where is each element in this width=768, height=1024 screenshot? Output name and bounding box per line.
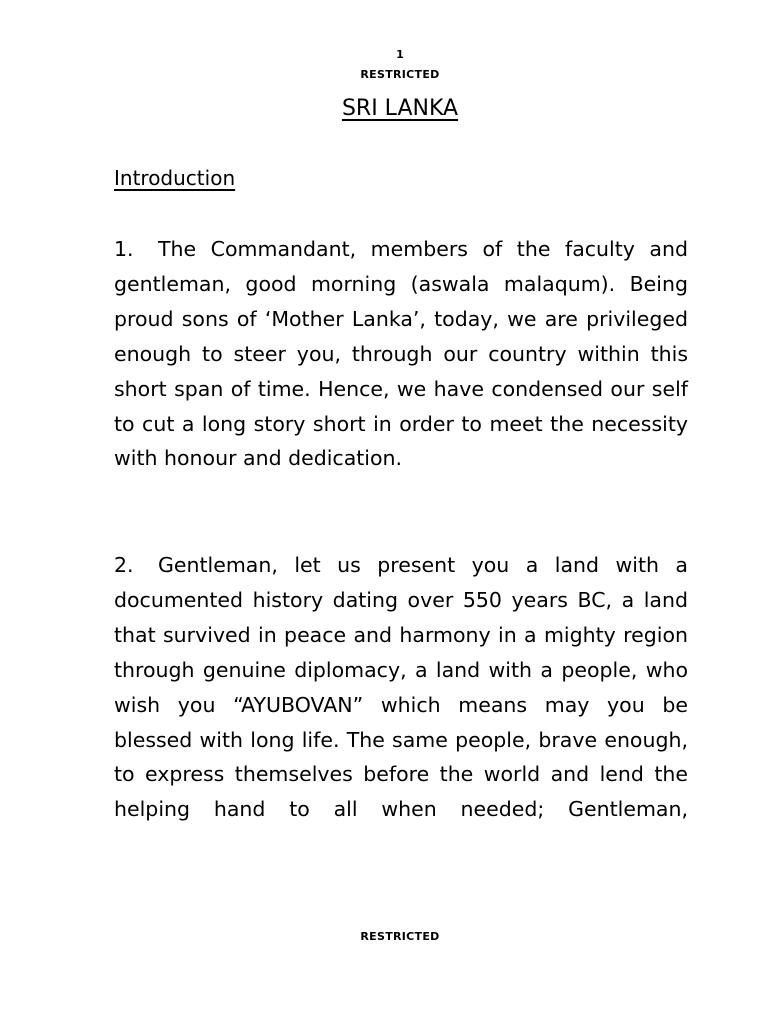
document-title: SRI LANKA <box>341 96 459 121</box>
classification-footer: RESTRICTED <box>360 930 440 943</box>
classification-header: RESTRICTED <box>360 68 440 81</box>
page-number: 1 <box>396 48 404 61</box>
paragraph-1 <box>114 232 688 476</box>
paragraph-1-text: The Commandant, members of the faculty and gentleman, good morning (aswala malaqum). Being proud sons of ‘Mother Lanka’, today, we are privileged enough to steer you, through our country within this short span of time. Hence, we have condensed our self to cut a long story short in order to meet the necessity with honour and dedication. <box>114 237 688 471</box>
paragraph-2 <box>114 548 688 827</box>
paragraph-1-number: 1. <box>114 237 134 261</box>
paragraph-2-text: Gentleman, let us present you a land with a documented history dating over 550 years BC, a land that survived in peace and harmony in a mighty region through genuine diplomacy, a land with a people, who wish you “AYUBOVAN” which means may you be blessed with long life. The same people, brave enough, to express themselves before the world and lend the helping hand to all when needed; Gentleman, <box>114 553 688 822</box>
section-heading-introduction: Introduction <box>114 166 236 190</box>
paragraph-2-number: 2. <box>114 553 134 577</box>
